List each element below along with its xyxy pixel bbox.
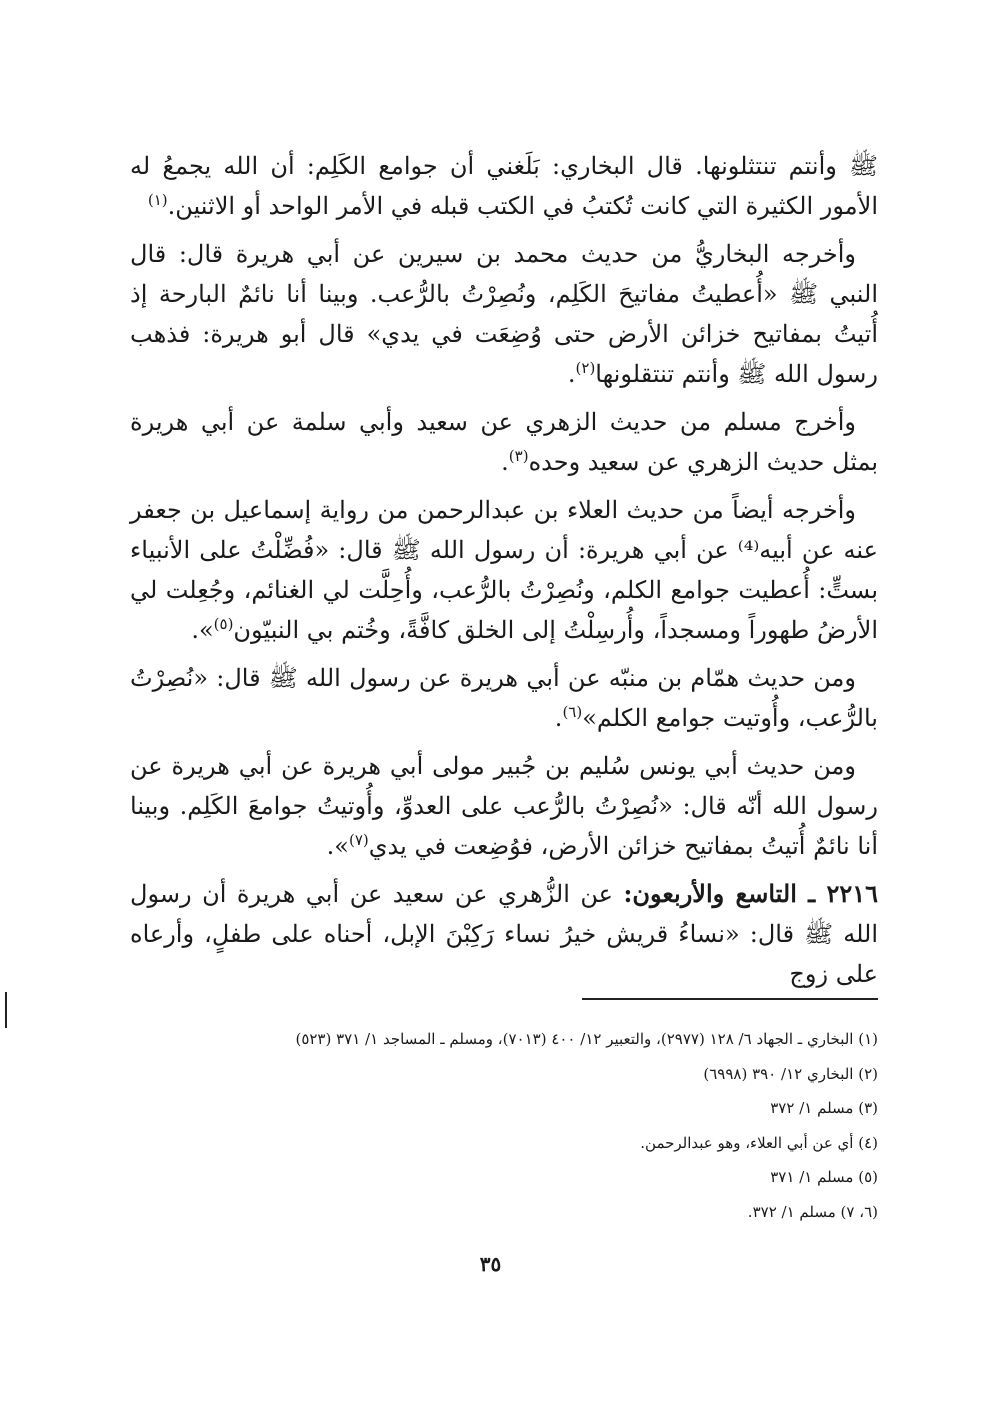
paragraph [130,490,878,650]
margin-mark [5,992,7,1028]
footnote-ref: (٢) [575,359,596,377]
paragraph [130,402,878,482]
paragraph-tail: ». [326,832,349,860]
paragraph-text: وأخرجه أيضاً من حديث العلاء بن عبدالرحمن من رواية إسماعيل بن جعفر عنه عن أبيه⁽⁴⁾ عن أبي هريرة: أن رسول الله ﷺ قال: «فُضِّلْتُ على الأنبياء بستٍّ: أُعطيت جوامع الكلم، ونُصِرْتُ بالرُّعب، وأُحِلَّت لي الغنائم، وجُعِلت لي الأرضُ طهوراً ومسجداً، وأُرسِلْتُ إلى الخلق كافَّةً، وخُتم بي النبيّون [130,496,878,644]
footnote: (١) البخاري ـ الجهاد ٦/ ١٢٨ (٢٩٧٧)، والتعبير ١٢/ ٤٠٠ (٧٠١٣)، ومسلم ـ المساجد ١/ ٣٧١ (٥٢٣) [295,1030,878,1048]
paragraph-tail: . [554,704,563,732]
paragraph [130,746,878,866]
page-number: ٣٥ [479,1252,502,1276]
footnote-ref: (٧) [348,831,369,849]
footnote: (٥) مسلم ١/ ٣٧١ [770,1168,878,1186]
paragraph-tail: ». [191,616,214,644]
footnote-ref: (٥) [213,615,234,633]
paragraph [130,234,878,394]
footnote-ref: (٣) [508,447,529,465]
paragraph-text: عن الزُّهري عن سعيد عن أبي هريرة أن رسول الله ﷺ قال: «نساءُ قريش خيرُ نساء رَكِبْنَ الإبل، أحناه على طفلٍ، وأرعاه على زوج [130,880,878,988]
paragraph [130,874,878,994]
paragraph-text: وأخرجه البخاريُّ من حديث محمد بن سيرين عن أبي هريرة قال: قال النبي ﷺ «أُعطيتُ مفاتيحَ الكَلِم، ونُصِرْتُ بالرُّعب. وبينا أنا نائمٌ البارحة إذ أُتيتُ بمفاتيح خزائن الأرض حتى وُضِعَت في يدي» قال أبو هريرة: فذهب رسول الله ﷺ وأنتم تنتقلونها [130,240,878,388]
paragraph [130,146,878,226]
footnote: (٤) أي عن أبي العلاء، وهو عبدالرحمن. [640,1133,878,1152]
footnote: (٦، ٧) مسلم ١/ ٣٧٢. [747,1202,878,1221]
footnotes [130,1022,878,1229]
main-text [130,146,878,1002]
footnote-ref: (١) [147,191,168,209]
paragraph-text: ﷺ وأنتم تنتثلونها. قال البخاري: بَلَغني أن جوامع الكَلِم: أن الله يجمعُ له الأمور الكثيرة التي كانت تُكتبُ في الكتب قبله في الأمر الواحد أو الاثنين. [130,152,878,220]
paragraph-tail: . [501,448,509,476]
hadith-number-heading: ٢٢١٦ ـ التاسع والأربعون: [623,879,878,908]
paragraph-tail: . [567,360,576,388]
paragraph-text: وأخرج مسلم من حديث الزهري عن سعيد وأبي سلمة عن أبي هريرة بمثل حديث الزهري عن سعيد وحده [130,408,878,476]
footnote-separator [582,998,878,1000]
paragraph [130,658,878,738]
footnote: (٣) مسلم ١/ ٣٧٢ [770,1099,878,1117]
paragraph-text: ومن حديث همّام بن منبّه عن أبي هريرة عن رسول الله ﷺ قال: «نُصِرْتُ بالرُّعب، وأُوتيت جوامع الكلم» [130,664,878,732]
footnote-ref: (٦) [562,703,583,721]
paragraph-text: ومن حديث أبي يونس سُليم بن جُبير مولى أبي هريرة عن أبي هريرة عن رسول الله أنّه قال: «نُصِرْتُ بالرُّعب على العدوِّ، وأُوتيتُ جوامعَ الكَلِم. وبينا أنا نائمٌ أُتيتُ بمفاتيح خزائن الأرض، فوُضِعت في يدي [130,752,878,860]
footnote: (٢) البخاري ١٢/ ٣٩٠ (٦٩٩٨) [703,1064,878,1083]
